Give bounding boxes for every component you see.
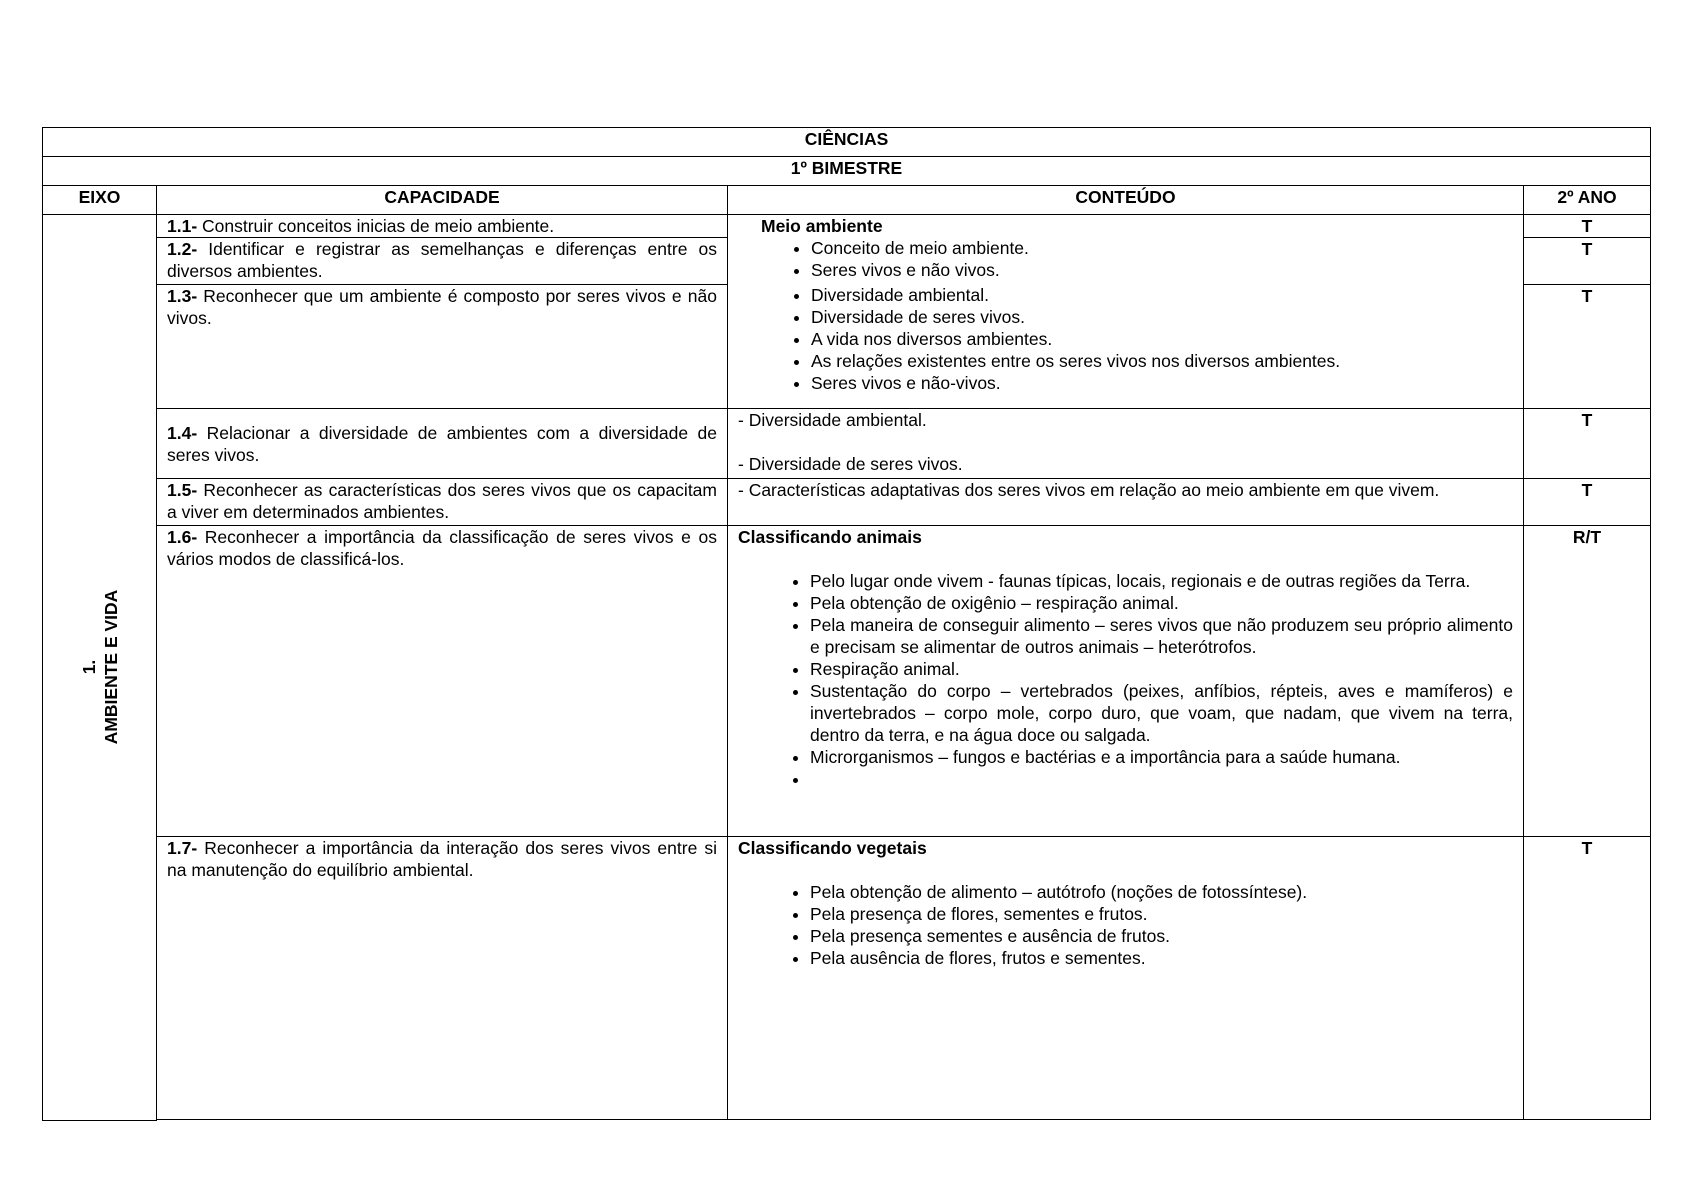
list-item: • A vida nos diversos ambientes. <box>811 328 1513 350</box>
capacidade-text: Relacionar a diversidade de ambientes com a diversidade de seres vivos. <box>167 422 717 465</box>
list-item: • As relações existentes entre os seres vivos nos diversos ambientes. <box>811 350 1513 372</box>
list-item: • Pela presença sementes e ausência de frutos. <box>810 925 1513 947</box>
capacidade-text: Reconhecer que um ambiente é composto por seres vivos e não vivos. <box>167 286 717 328</box>
eixo-label <box>78 590 122 745</box>
list-item: • Seres vivos e não-vivos. <box>811 372 1513 394</box>
list-item: • Pelo lugar onde vivem - faunas típicas, locais, regionais e de outras regiões da Terra. <box>810 570 1513 592</box>
conteudo-caracteristicas: - Características adaptativas dos seres vivos em relação ao meio ambiente em que vivem. <box>728 479 1524 526</box>
capacidade-1-2 <box>157 238 728 285</box>
capacidade-1-6 <box>157 526 728 837</box>
header-conteudo: CONTEÚDO <box>728 186 1524 215</box>
conteudo-heading: Classificando vegetais <box>738 838 927 858</box>
list-item <box>810 768 1513 790</box>
capacidade-text: Reconhecer as características dos seres vivos que os capacitam a viver em determinados ambientes. <box>167 480 717 522</box>
list-item: • Diversidade ambiental. <box>811 284 1513 306</box>
capacidade-code: 1.2- <box>167 239 198 259</box>
capacidade-1-7 <box>157 837 728 1120</box>
list-item: • Sustentação do corpo – vertebrados (peixes, anfíbios, répteis, aves e mamíferos) e invertebrados – corpo mole, corpo duro, que voam, que nadam, que vivem na terra, dentro da terra, e na água doce ou salgada. <box>810 680 1513 746</box>
animais-list <box>738 570 1513 790</box>
eixo-cell <box>43 215 157 1121</box>
conteudo-diversidade <box>728 409 1524 479</box>
conteudo-heading: Meio ambiente <box>761 216 883 236</box>
header-eixo: EIXO <box>43 186 157 215</box>
capacidade-code: 1.3- <box>167 286 198 306</box>
ano-1-7: T <box>1524 837 1651 1120</box>
curriculum-table <box>42 127 1651 1121</box>
capacidade-code: 1.7- <box>167 838 198 858</box>
capacidade-text: Construir conceitos inicias de meio ambiente. <box>197 216 555 236</box>
vegetais-list <box>738 881 1513 969</box>
ano-1-6: R/T <box>1524 526 1651 837</box>
list-item: • Pela obtenção de oxigênio – respiração animal. <box>810 592 1513 614</box>
conteudo-heading: Classificando animais <box>738 527 922 547</box>
eixo-number: 1. <box>78 659 99 675</box>
capacidade-code: 1.5- <box>167 480 198 500</box>
list-item: • Microrganismos – fungos e bactérias e a importância para a saúde humana. <box>810 746 1513 768</box>
list-item: • Seres vivos e não vivos. <box>811 259 1513 281</box>
ano-1-1: T <box>1524 215 1651 238</box>
list-item: • Respiração animal. <box>810 658 1513 680</box>
capacidade-text: Reconhecer a importância da classificação de seres vivos e os vários modos de classificá-los. <box>167 527 717 569</box>
capacidade-code: 1.6- <box>167 527 198 547</box>
capacidade-1-3 <box>157 285 728 409</box>
ano-1-5: T <box>1524 479 1651 526</box>
list-item: • Pela maneira de conseguir alimento – seres vivos que não produzem seu próprio alimento e precisam se alimentar de outros animais – heterótrofos. <box>810 614 1513 658</box>
conteudo-vegetais <box>728 837 1524 1120</box>
capacidade-1-1 <box>157 215 728 238</box>
conteudo-meio-ambiente <box>728 215 1524 409</box>
capacidade-text: Reconhecer a importância da interação dos seres vivos entre si na manutenção do equilíbrio ambiental. <box>167 838 717 880</box>
ano-1-3: T <box>1524 285 1651 409</box>
conteudo-line: - Diversidade ambiental. <box>738 410 927 430</box>
conteudo-animais <box>728 526 1524 837</box>
list-item: • Diversidade de seres vivos. <box>811 306 1513 328</box>
header-capacidade: CAPACIDADE <box>157 186 728 215</box>
bimestre-title: 1º BIMESTRE <box>43 157 1651 186</box>
list-item: • Pela presença de flores, sementes e frutos. <box>810 903 1513 925</box>
ano-1-4: T <box>1524 409 1651 479</box>
capacidade-code: 1.1- <box>167 216 198 236</box>
meio-ambiente-list <box>761 237 1513 394</box>
ano-1-2: T <box>1524 238 1651 285</box>
capacidade-text: Identificar e registrar as semelhanças e diferenças entre os diversos ambientes. <box>167 239 717 281</box>
capacidade-1-5 <box>157 479 728 526</box>
capacidade-code: 1.4- <box>167 422 198 443</box>
eixo-name: AMBIENTE E VIDA <box>100 589 121 745</box>
list-item: • Pela ausência de flores, frutos e sementes. <box>810 947 1513 969</box>
list-item: • Conceito de meio ambiente. <box>811 237 1513 259</box>
conteudo-line: - Diversidade de seres vivos. <box>738 454 963 474</box>
list-item: • Pela obtenção de alimento – autótrofo (noções de fotossíntese). <box>810 881 1513 903</box>
table-title: CIÊNCIAS <box>43 128 1651 157</box>
header-ano: 2º ANO <box>1524 186 1651 215</box>
capacidade-1-4 <box>157 409 728 479</box>
